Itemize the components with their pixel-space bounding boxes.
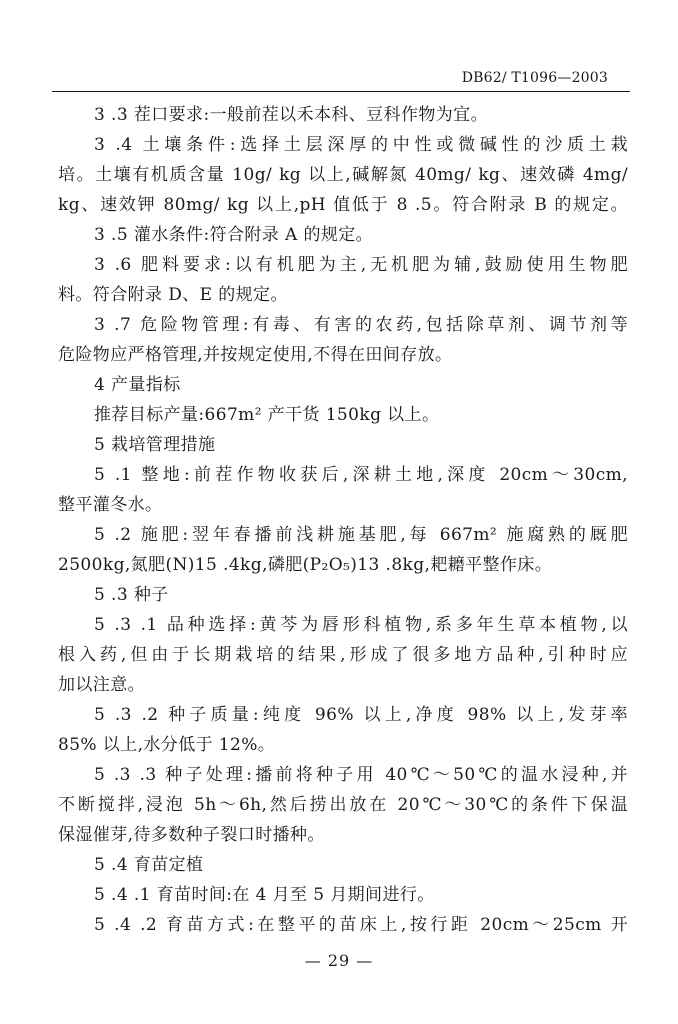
clause-3-7-line-2: 危险物应严格管理,并按规定使用,不得在田间存放。 [58,345,453,365]
clause-5-3-2-line-2: 85% 以上,水分低于 12%。 [58,735,276,755]
clause-5-2-line-1: 5 .2 施肥:翌年春播前浅耕施基肥,每 667m² 施腐熟的厩肥 [94,525,628,545]
clause-5-4-1: 5 .4 .1 育苗时间:在 4 月至 5 月期间进行。 [94,885,435,905]
clause-5-3-3-line-3: 保湿催芽,待多数种子裂口时播种。 [58,825,325,845]
clause-5-3-1-line-3: 加以注意。 [58,675,145,695]
clause-3-4-line-2: 培。土壤有机质含量 10g/ kg 以上,碱解氮 40mg/ kg、速效磷 4mg/ [58,165,628,185]
section-5-heading: 5 栽培管理措施 [94,435,216,455]
clause-3-4-line-1: 3 .4 土壤条件:选择土层深厚的中性或微碱性的沙质土栽 [94,135,628,155]
header-rule [52,91,630,92]
section-4-text: 推荐目标产量:667m² 产干货 150kg 以上。 [94,405,440,425]
page-number: — 29 — [304,951,374,970]
document-body [58,100,628,940]
clause-5-1-line-1: 5 .1 整地:前茬作物收获后,深耕土地,深度 20cm～30cm, [94,465,628,485]
clause-3-6-line-1: 3 .6 肥料要求:以有机肥为主,无机肥为辅,鼓励使用生物肥 [94,255,628,275]
clause-3-7-line-1: 3 .7 危险物管理:有毒、有害的农药,包括除草剂、调节剂等 [94,315,628,335]
clause-3-6-line-2: 料。符合附录 D、E 的规定。 [58,285,288,305]
clause-5-3-2-line-1: 5 .3 .2 种子质量:纯度 96% 以上,净度 98% 以上,发芽率 [94,705,628,725]
standard-code: DB62/ T1096—2003 [461,70,608,86]
clause-5-4-2-line-1: 5 .4 .2 育苗方式:在整平的苗床上,按行距 20cm～25cm 开 [94,915,628,935]
clause-3-5: 3 .5 灌水条件:符合附录 A 的规定。 [94,225,374,245]
section-4-heading: 4 产量指标 [94,375,181,395]
clause-5-4-heading: 5 .4 育苗定植 [94,855,204,875]
clause-3-4-line-3: kg、速效钾 80mg/ kg 以上,pH 值低于 8 .5。符合附录 B 的规定。 [58,195,628,215]
clause-5-3-heading: 5 .3 种子 [94,585,169,605]
clause-5-3-3-line-1: 5 .3 .3 种子处理:播前将种子用 40℃～50℃的温水浸种,并 [94,765,628,785]
clause-5-2-line-2: 2500kg,氮肥(N)15 .4kg,磷肥(P₂O₅)13 .8kg,耙耱平整作床。 [58,555,553,575]
clause-3-3: 3 .3 茬口要求:一般前茬以禾本科、豆科作物为宜。 [94,105,488,125]
clause-5-3-3-line-2: 不断搅拌,浸泡 5h～6h,然后捞出放在 20℃～30℃的条件下保温 [58,795,628,815]
clause-5-3-1-line-1: 5 .3 .1 品种选择:黄芩为唇形科植物,系多年生草本植物,以 [94,615,628,635]
clause-5-3-1-line-2: 根入药,但由于长期栽培的结果,形成了很多地方品种,引种时应 [58,645,628,665]
clause-5-1-line-2: 整平灌冬水。 [58,495,163,515]
